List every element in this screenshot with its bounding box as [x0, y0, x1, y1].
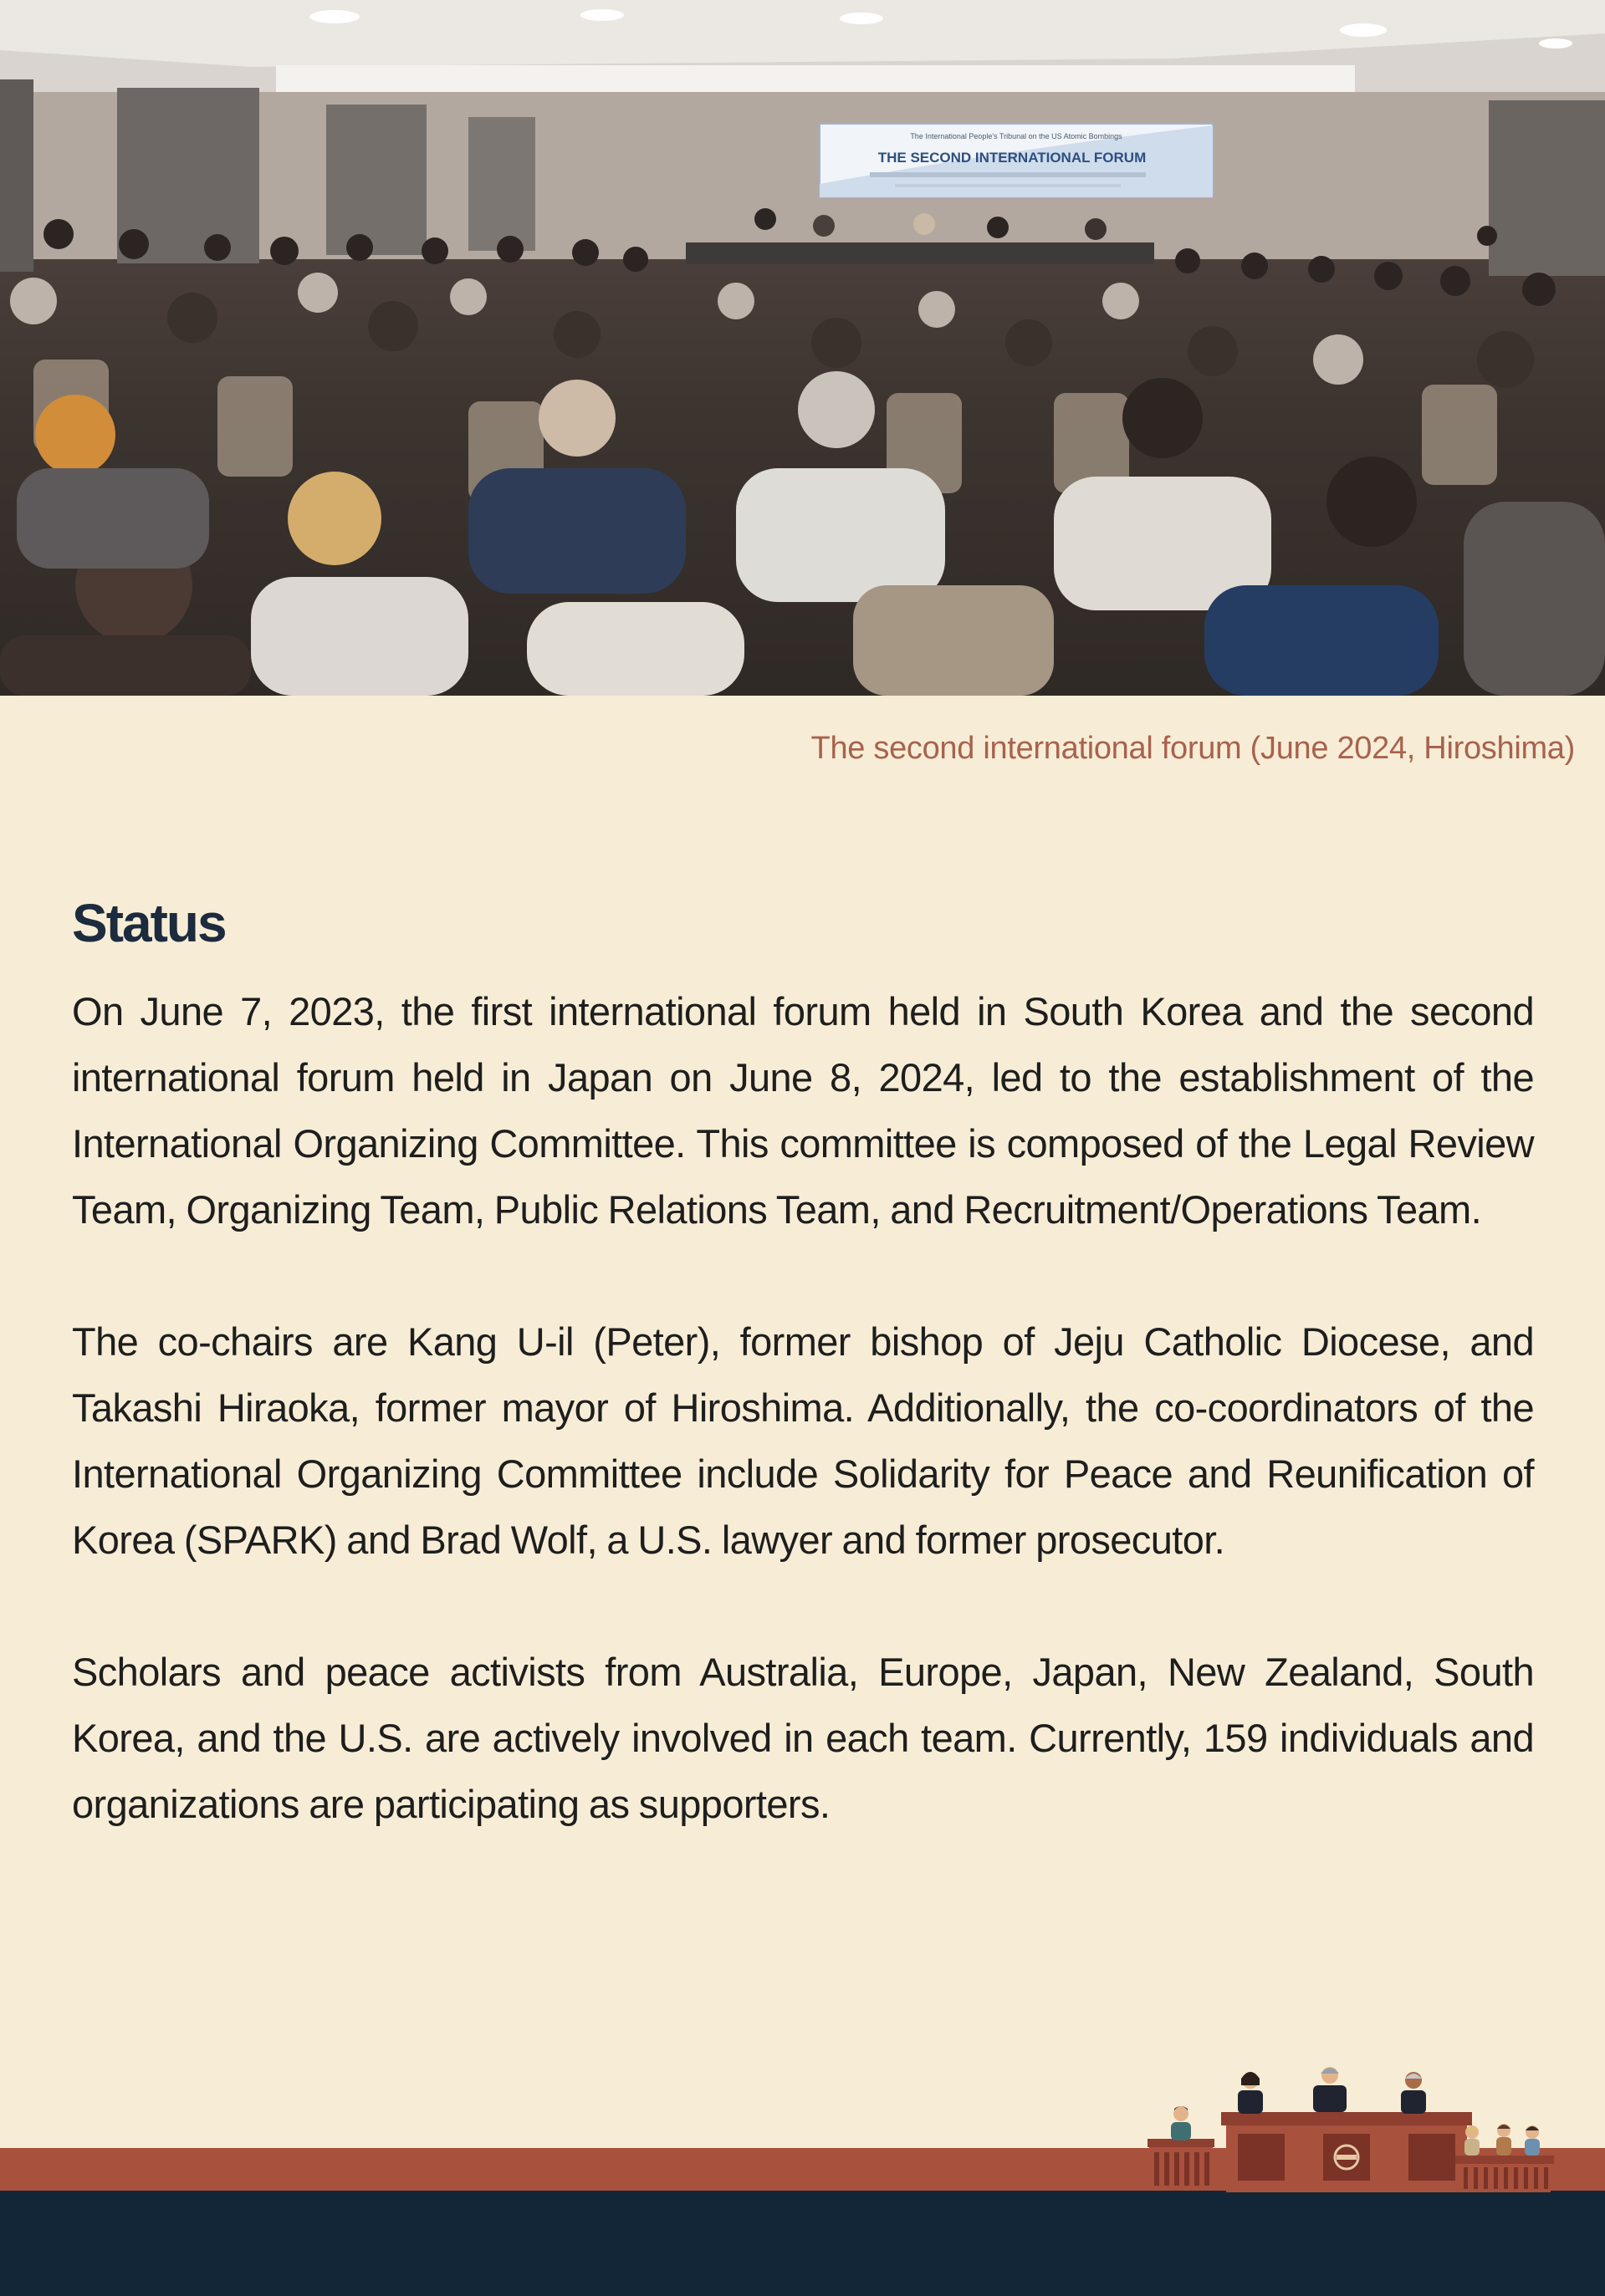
- banner-title: THE SECOND INTERNATIONAL FORUM: [877, 150, 1147, 166]
- courtroom-illustration-icon: [1137, 2057, 1556, 2197]
- section-heading: Status: [72, 893, 226, 953]
- photo-caption: The second international forum (June 2024, Hiroshima): [810, 731, 1575, 766]
- banner-subtitle: The International People's Tribunal on the US Atomic Bombings: [910, 132, 1122, 140]
- footer-bar: [0, 2191, 1605, 2296]
- paragraph-committee: On June 7, 2023, the first international forum held in South Korea and the second international forum held in Japan on June 8, 2024, led to the establishment of the International Organizing Committee. This committee is composed of the Legal Review Team, Organizing Team, Public Relations Team, and Recruitment/Operations Team.: [72, 989, 1534, 1232]
- forum-photo: [0, 0, 1605, 696]
- forum-photo-illustration: [0, 0, 1605, 696]
- paragraph-participants: Scholars and peace activists from Australia, Europe, Japan, New Zealand, South Korea, and the U.S. are actively involved in each team. Currently, 159 individuals and organizations are participating as supporters.: [72, 1650, 1534, 1826]
- section-body: [72, 978, 1534, 1903]
- paragraph-co-chairs: The co-chairs are Kang U-il (Peter), former bishop of Jeju Catholic Diocese, and Takashi Hiraoka, former mayor of Hiroshima. Additionally, the co-coordinators of the International Organizing Committee include Solidarity for Peace and Reunification of Korea (SPARK) and Brad Wolf, a U.S. lawyer and former prosecutor.: [72, 1319, 1534, 1562]
